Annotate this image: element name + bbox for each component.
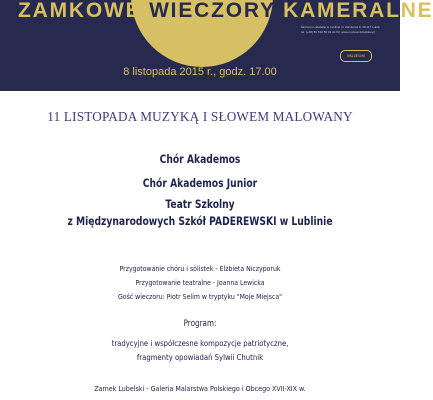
venue-phone-web: tel. (+48) 81 532 50 01 do 03, www.muzeumlubelskie.pl	[301, 29, 375, 34]
performer-item: z Międzynarodowych Szkół PADEREWSKI w Lublinie	[67, 215, 333, 228]
series-title-part-1: ZAMKOWE	[18, 0, 142, 22]
series-title-part-3: KAMERALNE	[283, 0, 433, 22]
venue-contact-info	[301, 25, 397, 34]
performers-list	[0, 148, 400, 230]
program-line: fragmenty opowiadań Sylwii Chutnik	[136, 353, 264, 362]
museum-logo: MUZEUM	[340, 50, 372, 62]
program-heading	[0, 318, 400, 328]
program-line: tradycyjne i współczesne kompozycje patriotyczne,	[111, 339, 289, 348]
venue-address: Muzeum Lubelskie w Lublinie ul. Zamkowa 9, 20-117 Lublin	[301, 25, 381, 29]
venue-footer	[0, 383, 400, 395]
series-title-part-2: WIECZORY	[149, 0, 276, 22]
venue-footer-text: Zamek Lubelski - Galeria Malarstwa Polskiego i Obcego XVII-XIX w.	[94, 384, 306, 393]
credit-line: Przygotowanie teatralne - Joanna Lewicka	[135, 278, 265, 287]
credit-line: Gość wieczoru: Piotr Selim w tryptyku "Moje Miejsca"	[117, 292, 283, 301]
performer-item: Chór Akademos	[159, 153, 241, 166]
performer-item: Teatr Szkolny	[165, 198, 235, 211]
program-description	[0, 337, 400, 365]
credit-line: Przygotowanie chóru i solistek - Elżbieta Niczyporuk	[119, 264, 281, 273]
header-banner	[0, 0, 433, 91]
event-headline: 11 LISTOPADA MUZYKĄ I SŁOWEM MALOWANY	[47, 109, 353, 124]
performer-item: Chór Akademos Junior	[142, 177, 258, 190]
series-title	[18, 0, 433, 22]
credits-list	[0, 262, 400, 304]
event-date: 8 listopada 2015 r., godz. 17.00	[123, 66, 277, 78]
program-heading-text: Program:	[183, 318, 217, 328]
